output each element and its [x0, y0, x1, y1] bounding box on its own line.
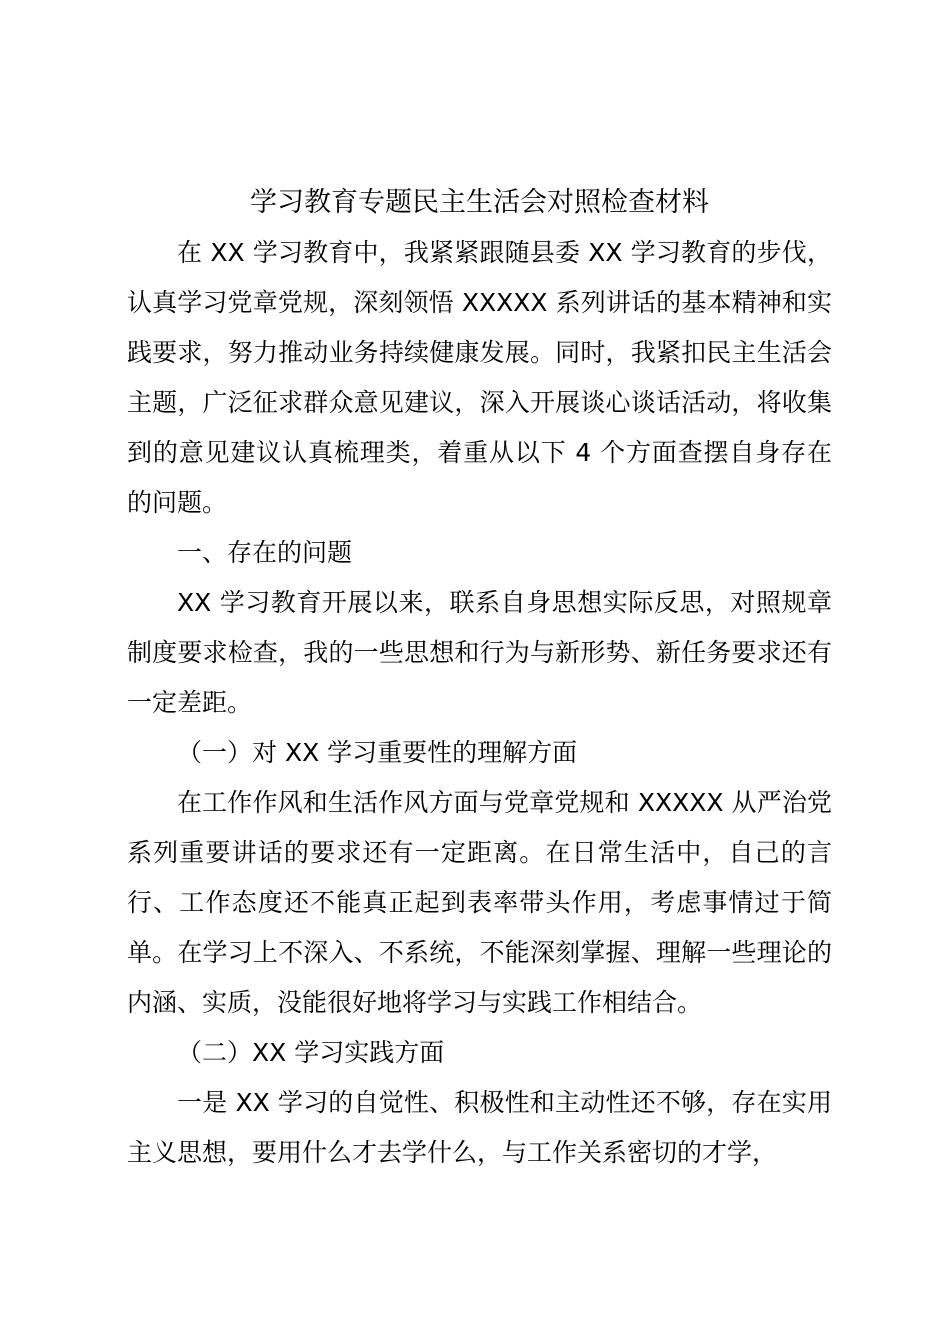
- subsection-understanding-paragraph: 在工作作风和生活作风方面与党章党规和 XXXXX 从严治党系列重要讲话的要求还有一定距离。在日常生活中，自己的言行、工作态度还不能真正起到表率带头作用，考虑事情过于简单。在学习上不深入、不系统，不能深刻掌握、理解一些理论的内涵、实质，没能很好地将学习与实践工作相结合。: [127, 788, 832, 1017]
- section-problems-paragraph: XX 学习教育开展以来，联系自身思想实际反思，对照规章制度要求检查，我的一些思想和行为与新形势、新任务要求还有一定差距。: [127, 588, 832, 717]
- document-title: 学习教育专题民主生活会对照检查材料: [250, 187, 709, 218]
- intro-paragraph: 在 XX 学习教育中，我紧紧跟随县委 XX 学习教育的步伐，认真学习党章党规，深刻领悟 XXXXX 系列讲话的基本精神和实践要求，努力推动业务持续健康发展。同时，我紧扣民主生活会主题，广泛征求群众意见建议，深入开展谈心谈话活动，将收集到的意见建议认真梳理类，着重从以下 4 个方面查摆自身存在的问题。: [127, 238, 832, 517]
- section-heading-problems: 一、存在的问题: [177, 538, 353, 567]
- subsection-heading-practice: （二）XX 学习实践方面: [177, 1038, 445, 1067]
- subsection-practice-paragraph: 一是 XX 学习的自觉性、积极性和主动性还不够，存在实用主义思想，要用什么才去学什么，与工作关系密切的才学，: [127, 1088, 832, 1167]
- subsection-heading-understanding: （一）对 XX 学习重要性的理解方面: [177, 738, 578, 767]
- document-content: [127, 178, 832, 1178]
